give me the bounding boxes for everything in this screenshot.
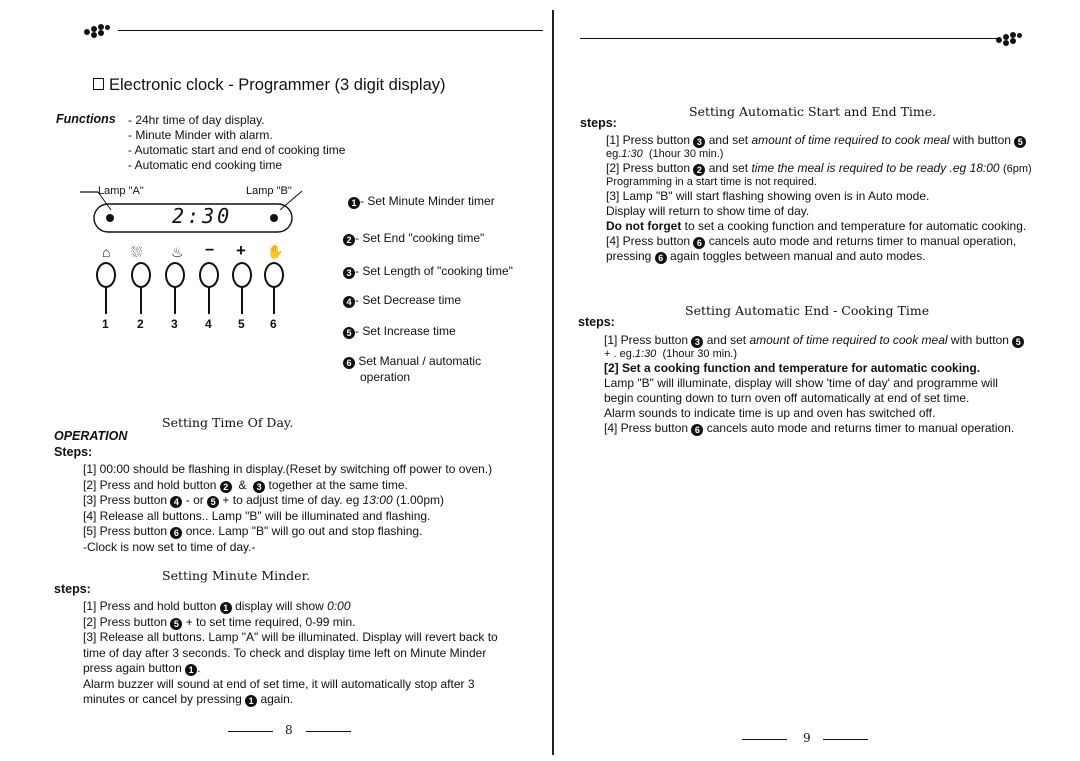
step: [1] 00:00 should be flashing in display.(Reset by switching off power to oven.)	[83, 462, 493, 476]
symbol-bell-icon: ⌂	[102, 244, 111, 260]
step: [1] Press and hold button 1 display will show 0:00	[83, 599, 351, 613]
step: [2] Press button 2 and set time the meal is required to be ready .eg 18:00 (6pm)	[606, 161, 1032, 175]
page-number-left: 8	[285, 723, 293, 737]
knob-6[interactable]	[264, 262, 284, 288]
steps-label: Steps:	[54, 445, 93, 459]
knob-3[interactable]	[165, 262, 185, 288]
step: -Clock is now set to time of day.-	[83, 539, 256, 554]
minder-steps	[83, 599, 498, 708]
knob-number: 2	[137, 317, 144, 331]
page-divider	[552, 10, 554, 755]
step: [4] Press button 6 cancels auto mode and returns timer to manual operation,	[606, 234, 1017, 248]
step: [1] Press button 3 and set amount of time required to cook meal with button 5	[606, 133, 1032, 148]
symbol-plus-icon: +	[236, 241, 246, 260]
symbol-end-icon: ⛆	[131, 244, 143, 260]
legend-item: 1 - Set Minute Minder timer	[348, 194, 495, 209]
header-rule-right	[580, 38, 1000, 39]
step: [4] Release all buttons.. Lamp "B" will be illuminated and flashing.	[83, 508, 431, 523]
time-heading: Setting Time Of Day.	[162, 415, 294, 430]
knob-number: 6	[270, 317, 277, 331]
legend-item: 4 - Set Decrease time	[343, 293, 461, 308]
knob-stem	[105, 288, 107, 314]
operation-label: OPERATION	[54, 429, 128, 443]
step: Display will return to show time of day.	[606, 204, 810, 218]
knob-number: 5	[238, 317, 245, 331]
minder-heading: Setting Minute Minder.	[162, 568, 311, 583]
legend-item: 6 Set Manual / automatic	[343, 354, 481, 369]
knob-1[interactable]	[96, 262, 116, 288]
step: Do not forget to set a cooking function and temperature for automatic cooking.	[606, 219, 1027, 233]
step: [3] Release all buttons. Lamp "A" will be illuminated. Display will revert back to	[83, 630, 498, 644]
knob-stem	[174, 288, 176, 314]
header-rule-left	[118, 30, 543, 31]
knob-4[interactable]	[199, 262, 219, 288]
lamp-a-label: Lamp "A"	[98, 185, 144, 197]
auto-start-heading: Setting Automatic Start and End Time.	[689, 104, 937, 119]
auto-end-steps-label: steps:	[578, 315, 615, 329]
doc-icon	[93, 78, 104, 90]
knob-stem	[208, 288, 210, 314]
minder-steps-label: steps:	[54, 582, 91, 596]
step: [2] Press button 5 + to set time required, 0-99 min.	[83, 614, 356, 629]
auto-end-steps	[604, 333, 1024, 436]
footer-rule	[823, 739, 868, 740]
dots-logo-right	[996, 30, 1032, 46]
knob-number: 3	[171, 317, 178, 331]
step: [2] Set a cooking function and temperature for automatic cooking.	[604, 361, 981, 375]
auto-start-steps-label: steps:	[580, 116, 617, 130]
knob-stem	[273, 288, 275, 314]
function-item: - Automatic start and end of cooking time	[128, 143, 346, 157]
footer-rule	[228, 731, 273, 732]
footer-rule	[742, 739, 787, 740]
step: pressing 6 again toggles between manual and auto modes.	[606, 249, 926, 263]
function-item: - 24hr time of day display.	[128, 113, 265, 127]
functions-label: Functions	[56, 112, 116, 126]
step: press again button 1 .	[83, 661, 201, 675]
footer-rule	[306, 731, 351, 732]
time-steps	[83, 462, 492, 555]
knob-stem	[140, 288, 142, 314]
step: time of day after 3 seconds. To check and display time left on Minute Minder	[83, 645, 487, 660]
step: + . eg.1:30 (1hour 30 min.)	[604, 348, 738, 360]
auto-start-steps	[606, 133, 1032, 264]
section-title: Electronic clock - Programmer (3 digit display)	[93, 76, 446, 95]
functions-list	[128, 113, 345, 173]
knob-number: 1	[102, 317, 109, 331]
clock-display: 2:30	[172, 204, 233, 228]
step: Programming in a start time is not required.	[606, 176, 817, 188]
legend-item-continued: operation	[360, 370, 411, 384]
legend-item: 5 - Set Increase time	[343, 324, 456, 339]
step: Alarm buzzer will sound at end of set time, it will automatically stop after 3	[83, 676, 475, 691]
function-item: - Automatic end cooking time	[128, 158, 283, 172]
symbol-hand-icon: ✋	[267, 244, 284, 259]
auto-end-heading: Setting Automatic End - Cooking Time	[685, 303, 930, 318]
step: [4] Press button 6 cancels auto mode and returns timer to manual operation.	[604, 421, 1015, 435]
knob-5[interactable]	[232, 262, 252, 288]
page-number-right: 9	[803, 731, 811, 745]
step: [3] Press button 4 - or 5 + to adjust time of day. eg 13:00 (1.00pm)	[83, 493, 445, 507]
function-item: - Minute Minder with alarm.	[128, 128, 273, 142]
step: begin counting down to turn oven off automatically at end of set time.	[604, 391, 970, 405]
legend-item: 3 - Set Length of "cooking time"	[343, 264, 513, 279]
step: Lamp "B" will illuminate, display will show 'time of day' and programme will	[604, 376, 998, 390]
symbol-minus-icon: −	[205, 242, 215, 259]
dots-logo-left	[84, 22, 120, 38]
step: eg.1:30 (1hour 30 min.)	[606, 148, 724, 160]
step: [2] Press and hold button 2 & 3 together at the same time.	[83, 477, 408, 492]
step: Alarm sounds to indicate time is up and oven has switched off.	[604, 406, 936, 420]
knob-stem	[241, 288, 243, 314]
knob-number: 4	[205, 317, 212, 331]
step: [5] Press button 6 once. Lamp "B" will go out and stop flashing.	[83, 524, 423, 538]
legend-item: 2 - Set End "cooking time"	[343, 231, 484, 246]
step: minutes or cancel by pressing 1 again.	[83, 692, 294, 706]
lamp-b-label: Lamp "B"	[246, 185, 292, 197]
step: [3] Lamp "B" will start flashing showing oven is in Auto mode.	[606, 189, 930, 203]
step: [1] Press button 3 and set amount of time required to cook meal with button 5	[604, 333, 1024, 348]
symbol-duration-icon: ♨	[171, 244, 184, 260]
knob-2[interactable]	[131, 262, 151, 288]
